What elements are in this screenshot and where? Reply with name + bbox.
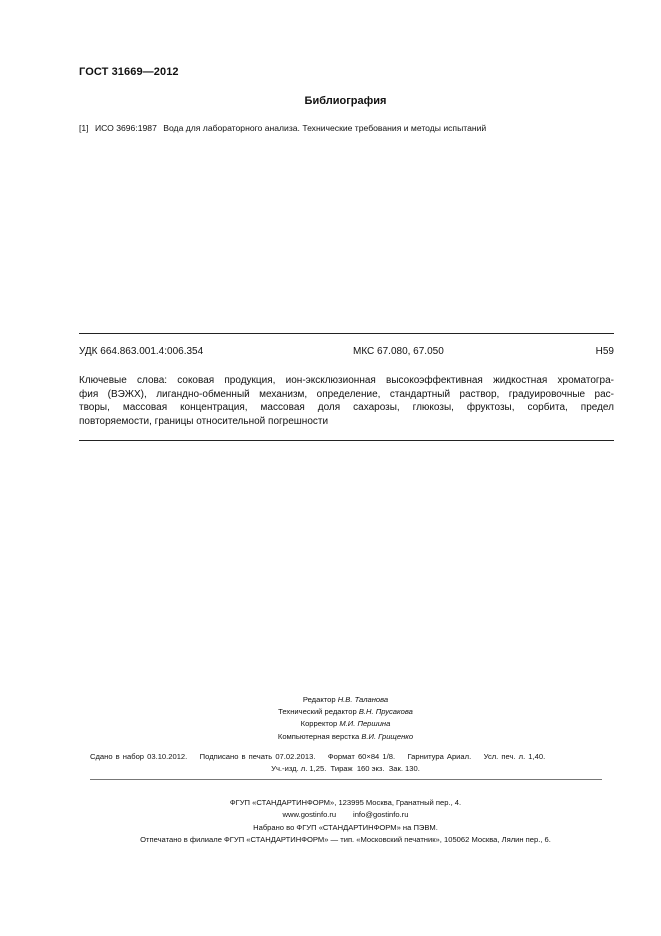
- credit-editor: Редактор Н.В. Таланова: [302, 695, 389, 704]
- publisher-web: www.gostinfo.ru info@gostinfo.ru: [282, 810, 409, 820]
- bibliography-item-reference: ИСО 3696:1987: [94, 123, 157, 133]
- credit-tech-editor: Технический редактор В.Н. Прусакова: [278, 707, 413, 717]
- keywords-block: [79, 374, 614, 428]
- publisher-printed: Отпечатано в филиале ФГУП «СТАНДАРТИНФОРМ» — тип. «Московский печатник», 105062 Москва, Лялин пер., 6.: [140, 834, 551, 844]
- classification-row: [79, 346, 614, 360]
- bibliography-title: Библиография: [304, 95, 387, 107]
- publisher-address: ФГУП «СТАНДАРТИНФОРМ», 123995 Москва, Гранатный пер., 4.: [229, 798, 462, 807]
- imprint-divider: [90, 779, 602, 780]
- credits-block: [0, 694, 661, 743]
- mks-code: МКС 67.080, 67.050: [353, 346, 444, 357]
- bibliography-item-number: [1]: [79, 123, 89, 133]
- udk-code: УДК 664.863.001.4:006.354: [79, 346, 204, 357]
- bibliography-item-text: Вода для лабораторного анализа. Технические требования и методы испытаний: [163, 123, 487, 133]
- credit-proofreader: Корректор М.И. Першина: [300, 719, 391, 729]
- okstu-code: Н59: [595, 346, 614, 357]
- bibliography-item: [79, 123, 490, 133]
- keywords-line: повторяемости, границы относительной погрешности: [79, 415, 329, 427]
- section-divider-bottom: [79, 440, 614, 441]
- keywords-line: фия (ВЭЖХ), лигандно-обменный механизм, определение, стандартный раствор, градуировочные рас-: [79, 388, 614, 400]
- publisher-typeset: Набрано во ФГУП «СТАНДАРТИНФОРМ» на ПЭВМ.: [253, 822, 438, 832]
- standard-code: ГОСТ 31669—2012: [79, 66, 179, 78]
- publisher-block: [0, 797, 661, 846]
- keywords-line: Ключевые слова: соковая продукция, ион-эксклюзионная высокоэффективная жидкостная хроматогра-: [79, 375, 614, 386]
- credit-layout: Компьютерная верстка В.И. Грищенко: [277, 731, 414, 741]
- keywords-line: творы, массовая концентрация, массовая доля сахарозы, глюкозы, фруктозы, сорбита, предел: [79, 402, 614, 414]
- print-info-line1: Сдано в набор 03.10.2012. Подписано в печать 07.02.2013. Формат 60×84 1/8. Гарнитура Ариал. Усл. печ. л. 1,40.: [90, 752, 546, 761]
- print-info-line2: Уч.-изд. л. 1,25. Тираж 160 экз. Зак. 130.: [271, 764, 420, 773]
- section-divider-top: [79, 333, 614, 334]
